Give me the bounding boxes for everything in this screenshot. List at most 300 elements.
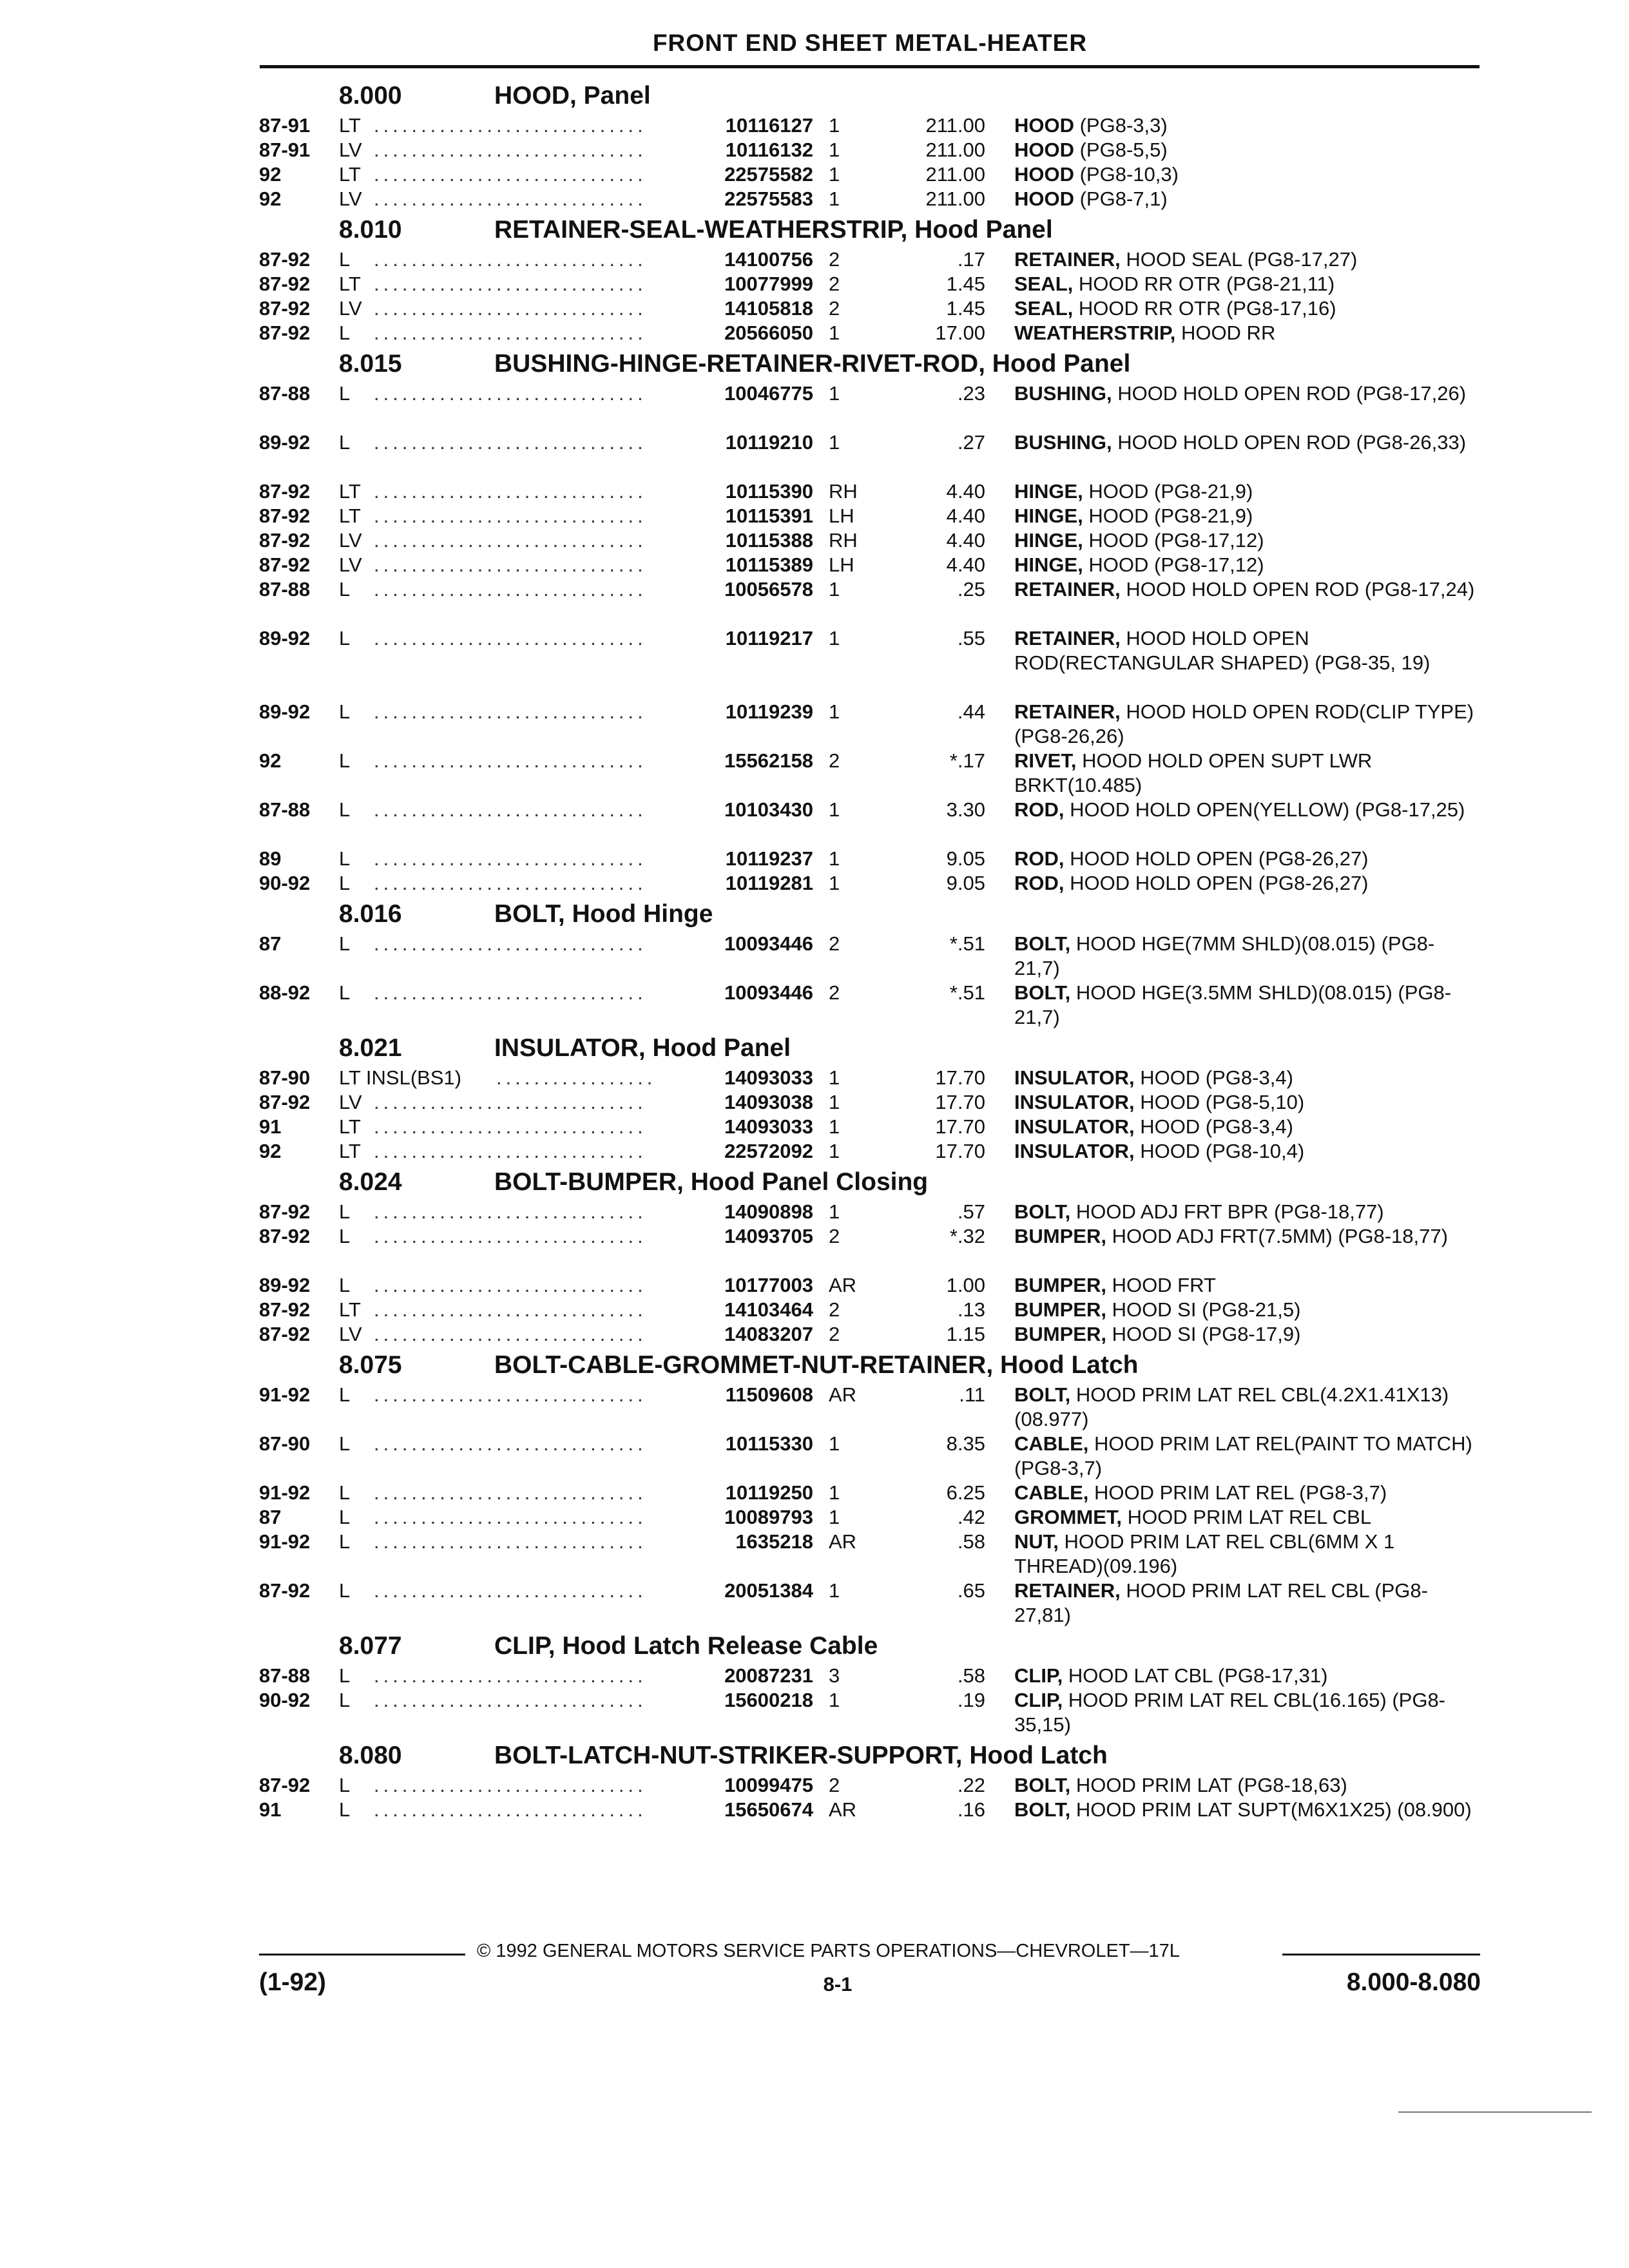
- part-description-detail: HOOD (PG8-5,10): [1134, 1091, 1305, 1113]
- quantity: 1: [829, 1506, 840, 1528]
- part-description-noun: INSULATOR,: [1014, 1091, 1135, 1113]
- price: 211.00: [925, 139, 985, 161]
- part-description: [1014, 798, 1478, 822]
- price: .22: [957, 1774, 985, 1796]
- model-code: L: [339, 1579, 351, 1602]
- price: .16: [957, 1798, 985, 1821]
- quantity: 2: [829, 749, 840, 772]
- part-description-detail: HOOD HOLD OPEN ROD(CLIP TYPE) (PG8-26,26): [1014, 700, 1474, 747]
- price: 17.70: [935, 1091, 985, 1113]
- part-description-detail: HOOD HGE(3.5MM SHLD)(08.015) (PG8-21,7): [1014, 981, 1452, 1028]
- part-description-detail: HOOD PRIM LAT SUPT(M6X1X25) (08.900): [1070, 1798, 1472, 1821]
- quantity: 2: [829, 981, 840, 1004]
- part-description-noun: BUMPER,: [1014, 1225, 1106, 1247]
- part-description-noun: BUSHING,: [1014, 431, 1112, 454]
- section-header: [259, 1164, 1480, 1200]
- section-number: 8.010: [339, 216, 402, 244]
- price: 211.00: [925, 114, 985, 137]
- quantity: AR: [829, 1798, 857, 1821]
- model-year: 91-92: [259, 1530, 311, 1553]
- part-description-detail: HOOD PRIM LAT REL CBL(4.2X1.41X13)(08.977): [1014, 1383, 1449, 1430]
- part-description-noun: CABLE,: [1014, 1481, 1089, 1504]
- part-row: [259, 479, 1480, 504]
- part-number: 1635218: [735, 1530, 813, 1553]
- quantity: 1: [829, 627, 840, 649]
- part-description-detail: HOOD HOLD OPEN (PG8-26,27): [1064, 847, 1369, 870]
- part-description: [1014, 577, 1478, 602]
- section-header: [259, 345, 1480, 381]
- model-code: L: [339, 627, 351, 649]
- part-number: 10119250: [725, 1481, 813, 1504]
- part-description-noun: BOLT,: [1014, 1774, 1071, 1796]
- leader-dots: .............................: [374, 1200, 647, 1223]
- part-description-noun: RETAINER,: [1014, 248, 1121, 271]
- part-description: [1014, 1530, 1478, 1579]
- part-row: [259, 1773, 1480, 1798]
- model-year: 87-90: [259, 1066, 311, 1089]
- part-row: [259, 1273, 1480, 1298]
- part-description: [1014, 1664, 1478, 1688]
- model-code: LT: [339, 505, 361, 527]
- part-description-noun: BOLT,: [1014, 981, 1071, 1004]
- parts-listing: [259, 77, 1480, 1847]
- model-code: L: [339, 847, 351, 870]
- quantity: 1: [829, 1091, 840, 1113]
- model-year: 89-92: [259, 1274, 311, 1296]
- part-description: [1014, 1066, 1478, 1090]
- model-year: 87-92: [259, 273, 311, 295]
- model-year: 92: [259, 187, 282, 210]
- section-number: 8.016: [339, 900, 402, 928]
- leader-dots: .............................: [374, 382, 647, 405]
- leader-dots: .............................: [374, 1481, 647, 1504]
- section-number: 8.024: [339, 1168, 402, 1196]
- part-row: [259, 1798, 1480, 1847]
- model-year: 90-92: [259, 872, 311, 894]
- part-number: 10116127: [725, 114, 813, 137]
- price: 1.45: [946, 297, 985, 320]
- quantity: AR: [829, 1383, 857, 1406]
- model-code: LT: [339, 1298, 361, 1321]
- price: 9.05: [946, 872, 985, 894]
- price: .44: [957, 700, 985, 723]
- model-year: 87: [259, 1506, 282, 1528]
- section-title: BOLT-BUMPER, Hood Panel Closing: [494, 1168, 929, 1196]
- part-number: 10115391: [725, 505, 813, 527]
- quantity: 2: [829, 1298, 840, 1321]
- scan-artifact: [1398, 2111, 1592, 2113]
- quantity: 1: [829, 798, 840, 821]
- part-number: 14105818: [724, 297, 813, 320]
- model-year: 87-92: [259, 1091, 311, 1113]
- section-title: INSULATOR, Hood Panel: [494, 1034, 791, 1062]
- section-title: CLIP, Hood Latch Release Cable: [494, 1632, 878, 1660]
- model-year: 87-92: [259, 505, 311, 527]
- part-description-detail: HOOD PRIM LAT REL(PAINT TO MATCH) (PG8-3,7): [1014, 1432, 1472, 1479]
- header-rule: [260, 65, 1480, 68]
- model-year: 87-88: [259, 1664, 311, 1687]
- part-row: [259, 1505, 1480, 1530]
- part-description-noun: RETAINER,: [1014, 1579, 1121, 1602]
- model-year: 87-92: [259, 1298, 311, 1321]
- part-number: 22575582: [724, 163, 813, 186]
- quantity: 1: [829, 187, 840, 210]
- section-title: BUSHING-HINGE-RETAINER-RIVET-ROD, Hood Panel: [494, 350, 1131, 378]
- quantity: 3: [829, 1664, 840, 1687]
- leader-dots: .............................: [374, 1506, 647, 1528]
- part-description-noun: HOOD: [1014, 114, 1074, 137]
- part-description-detail: HOOD PRIM LAT REL CBL(16.165) (PG8-35,15): [1014, 1689, 1446, 1736]
- part-description-detail: HOOD PRIM LAT REL CBL: [1122, 1506, 1372, 1528]
- leader-dots: .............................: [374, 553, 647, 576]
- part-description: [1014, 272, 1478, 296]
- section-header: [259, 211, 1480, 247]
- model-code: LT: [339, 114, 361, 137]
- model-code: L: [339, 1506, 351, 1528]
- part-description-detail: HOOD (PG8-3,4): [1134, 1115, 1293, 1138]
- footer-section-range: 8.000-8.080: [1346, 1968, 1481, 1996]
- model-code: LV: [339, 529, 362, 552]
- part-row: [259, 381, 1480, 430]
- price: 4.40: [946, 529, 985, 552]
- leader-dots: .............................: [374, 1323, 647, 1345]
- part-description-noun: INSULATOR,: [1014, 1115, 1135, 1138]
- model-year: 89-92: [259, 431, 311, 454]
- part-row: [259, 1139, 1480, 1164]
- part-row: [259, 932, 1480, 981]
- footer-rule-right: [1282, 1954, 1480, 1956]
- model-year: 91: [259, 1798, 282, 1821]
- quantity: 2: [829, 297, 840, 320]
- footer-copyright: © 1992 GENERAL MOTORS SERVICE PARTS OPERATIONS—CHEVROLET—17L: [477, 1941, 1180, 1961]
- part-description-noun: RETAINER,: [1014, 700, 1121, 723]
- quantity: 1: [829, 322, 840, 344]
- model-year: 91-92: [259, 1383, 311, 1406]
- price: 1.45: [946, 273, 985, 295]
- part-description: [1014, 932, 1478, 981]
- model-code: L: [339, 1432, 351, 1455]
- part-row: [259, 1530, 1480, 1579]
- leader-dots: .............................: [374, 480, 647, 503]
- price: .23: [957, 382, 985, 405]
- price: 6.25: [946, 1481, 985, 1504]
- model-year: 91-92: [259, 1481, 311, 1504]
- leader-dots: .............................: [374, 1298, 647, 1321]
- leader-dots: .............................: [374, 1115, 647, 1138]
- price: .25: [957, 578, 985, 601]
- leader-dots: .............................: [374, 1774, 647, 1796]
- part-number: 10177003: [724, 1274, 813, 1296]
- price: 4.40: [946, 553, 985, 576]
- part-description: [1014, 1773, 1478, 1798]
- part-row: [259, 113, 1480, 138]
- part-description: [1014, 162, 1478, 187]
- part-row: [259, 504, 1480, 528]
- part-description: [1014, 504, 1478, 528]
- section-header: [259, 1628, 1480, 1664]
- part-number: 20566050: [724, 322, 813, 344]
- leader-dots: .............................: [374, 322, 647, 344]
- model-code: L: [339, 872, 351, 894]
- part-description-detail: HOOD PRIM LAT REL (PG8-3,7): [1088, 1481, 1387, 1504]
- model-year: 89-92: [259, 627, 311, 649]
- price: 1.00: [946, 1274, 985, 1296]
- part-description-detail: HOOD HOLD OPEN ROD (PG8-26,33): [1112, 431, 1467, 454]
- part-description-detail: HOOD (PG8-21,9): [1083, 480, 1253, 503]
- model-year: 87-92: [259, 1200, 311, 1223]
- leader-dots: .............................: [374, 1432, 647, 1455]
- part-description: [1014, 626, 1478, 675]
- part-description-detail: HOOD (PG8-3,4): [1134, 1066, 1293, 1089]
- quantity: 2: [829, 273, 840, 295]
- part-description-detail: HOOD HOLD OPEN ROD (PG8-17,24): [1120, 578, 1475, 601]
- model-code: L: [339, 1530, 351, 1553]
- quantity: 1: [829, 114, 840, 137]
- part-description-noun: BOLT,: [1014, 1798, 1071, 1821]
- leader-dots: .................: [496, 1066, 657, 1089]
- model-year: 87-92: [259, 1323, 311, 1345]
- part-description-noun: NUT,: [1014, 1530, 1059, 1553]
- part-description: [1014, 1273, 1478, 1298]
- model-code: LT: [339, 480, 361, 503]
- model-code: L: [339, 1200, 351, 1223]
- price: 17.70: [935, 1140, 985, 1162]
- price: *.51: [949, 981, 985, 1004]
- leader-dots: .............................: [374, 297, 647, 320]
- model-code: L: [339, 1383, 351, 1406]
- leader-dots: .............................: [374, 139, 647, 161]
- part-description: [1014, 430, 1478, 455]
- price: .65: [957, 1579, 985, 1602]
- leader-dots: .............................: [374, 872, 647, 894]
- part-number: 20087231: [724, 1664, 813, 1687]
- part-description: [1014, 296, 1478, 321]
- model-code: L: [339, 798, 351, 821]
- price: .57: [957, 1200, 985, 1223]
- part-description-noun: HINGE,: [1014, 529, 1083, 552]
- part-number: 20051384: [724, 1579, 813, 1602]
- quantity: 1: [829, 1066, 840, 1089]
- model-year: 87-88: [259, 798, 311, 821]
- part-description-detail: (PG8-7,1): [1074, 187, 1168, 210]
- footer-rule-left: [259, 1954, 465, 1956]
- quantity: 1: [829, 431, 840, 454]
- section-header: [259, 896, 1480, 932]
- section-title: RETAINER-SEAL-WEATHERSTRIP, Hood Panel: [494, 216, 1053, 244]
- part-description-detail: HOOD SEAL (PG8-17,27): [1120, 248, 1358, 271]
- price: *.32: [949, 1225, 985, 1247]
- quantity: 1: [829, 578, 840, 601]
- part-number: 10046775: [724, 382, 813, 405]
- part-description-noun: RETAINER,: [1014, 627, 1121, 649]
- part-number: 10115389: [725, 553, 813, 576]
- part-description-detail: HOOD HOLD OPEN(YELLOW) (PG8-17,25): [1064, 798, 1465, 821]
- model-year: 87-92: [259, 322, 311, 344]
- leader-dots: .............................: [374, 431, 647, 454]
- section-number: 8.080: [339, 1742, 402, 1769]
- price: .58: [957, 1664, 985, 1687]
- model-code: LV: [339, 187, 362, 210]
- model-year: 92: [259, 749, 282, 772]
- part-row: [259, 1432, 1480, 1481]
- model-code: L: [339, 578, 351, 601]
- part-number: 10099475: [724, 1774, 813, 1796]
- part-number: 15562158: [724, 749, 813, 772]
- quantity: LH: [829, 553, 854, 576]
- part-description-detail: HOOD HOLD OPEN SUPT LWR BRKT(10.485): [1014, 749, 1373, 796]
- part-number: 15650674: [724, 1798, 813, 1821]
- leader-dots: .............................: [374, 1689, 647, 1711]
- part-description: [1014, 1224, 1478, 1249]
- model-code: LT: [339, 1140, 361, 1162]
- price: .27: [957, 431, 985, 454]
- part-number: 10119210: [725, 431, 813, 454]
- model-code: LV: [339, 1091, 362, 1113]
- model-code: LT: [339, 1115, 361, 1138]
- price: 9.05: [946, 847, 985, 870]
- part-row: [259, 871, 1480, 896]
- part-description-noun: BUMPER,: [1014, 1323, 1106, 1345]
- quantity: RH: [829, 480, 858, 503]
- part-description-detail: HOOD PRIM LAT REL CBL (PG8-27,81): [1014, 1579, 1428, 1626]
- part-description-noun: INSULATOR,: [1014, 1140, 1135, 1162]
- part-description: [1014, 1505, 1478, 1530]
- model-code: LV: [339, 1323, 362, 1345]
- leader-dots: .............................: [374, 248, 647, 271]
- leader-dots: .............................: [374, 163, 647, 186]
- model-code: L: [339, 1774, 351, 1796]
- price: .19: [957, 1689, 985, 1711]
- part-description: [1014, 749, 1478, 798]
- quantity: 2: [829, 1774, 840, 1796]
- part-row: [259, 1579, 1480, 1628]
- model-year: 87-92: [259, 1579, 311, 1602]
- part-row: [259, 981, 1480, 1030]
- quantity: 1: [829, 872, 840, 894]
- part-description-noun: RETAINER,: [1014, 578, 1121, 601]
- model-code: L: [339, 248, 351, 271]
- footer-page-number: 8-1: [823, 1973, 853, 1995]
- part-number: 10115330: [725, 1432, 813, 1455]
- quantity: AR: [829, 1274, 857, 1296]
- part-number: 11509608: [725, 1383, 813, 1406]
- price: .13: [957, 1298, 985, 1321]
- model-year: 88-92: [259, 981, 311, 1004]
- part-row: [259, 1200, 1480, 1224]
- price: .17: [957, 248, 985, 271]
- quantity: 1: [829, 382, 840, 405]
- model-year: 87-92: [259, 529, 311, 552]
- quantity: 1: [829, 1432, 840, 1455]
- price: 4.40: [946, 505, 985, 527]
- model-year: 87-91: [259, 114, 311, 137]
- part-description: [1014, 321, 1478, 345]
- price: 3.30: [946, 798, 985, 821]
- section-number: 8.000: [339, 82, 402, 110]
- leader-dots: .............................: [374, 981, 647, 1004]
- model-code: L: [339, 749, 351, 772]
- model-year: 87-88: [259, 578, 311, 601]
- quantity: 1: [829, 1115, 840, 1138]
- model-year: 87-92: [259, 248, 311, 271]
- part-number: 22575583: [724, 187, 813, 210]
- part-number: 10103430: [724, 798, 813, 821]
- page-title: FRONT END SHEET METAL-HEATER: [652, 30, 1088, 56]
- part-description: [1014, 1579, 1478, 1628]
- part-description: [1014, 479, 1478, 504]
- model-year: 87-92: [259, 1225, 311, 1247]
- model-year: 87-92: [259, 480, 311, 503]
- part-description-detail: HOOD (PG8-17,12): [1083, 529, 1264, 552]
- quantity: 1: [829, 163, 840, 186]
- model-code: L: [339, 382, 351, 405]
- part-number: 10093446: [724, 981, 813, 1004]
- part-description: [1014, 1432, 1478, 1481]
- model-code: L: [339, 1798, 351, 1821]
- part-description-noun: WEATHERSTRIP,: [1014, 322, 1176, 344]
- quantity: 1: [829, 1481, 840, 1504]
- part-description: [1014, 553, 1478, 577]
- model-year: 87-92: [259, 297, 311, 320]
- price: 17.00: [935, 322, 985, 344]
- part-row: [259, 1298, 1480, 1322]
- part-row: [259, 187, 1480, 211]
- model-year: 87: [259, 932, 282, 955]
- part-row: [259, 1066, 1480, 1090]
- part-description-noun: CLIP,: [1014, 1689, 1063, 1711]
- part-description-detail: HOOD ADJ FRT(7.5MM) (PG8-18,77): [1106, 1225, 1448, 1247]
- part-number: 14093033: [724, 1066, 813, 1089]
- model-year: 87-92: [259, 1774, 311, 1796]
- section-title: HOOD, Panel: [494, 82, 651, 110]
- part-description-detail: HOOD PRIM LAT (PG8-18,63): [1070, 1774, 1347, 1796]
- part-number: 14090898: [724, 1200, 813, 1223]
- part-row: [259, 1224, 1480, 1273]
- part-description: [1014, 187, 1478, 211]
- price: 8.35: [946, 1432, 985, 1455]
- leader-dots: .............................: [374, 114, 647, 137]
- part-row: [259, 749, 1480, 798]
- section-number: 8.077: [339, 1632, 402, 1660]
- part-row: [259, 272, 1480, 296]
- part-number: 22572092: [724, 1140, 813, 1162]
- model-code: L: [339, 1274, 351, 1296]
- part-row: [259, 798, 1480, 847]
- part-description-detail: HOOD ADJ FRT BPR (PG8-18,77): [1070, 1200, 1384, 1223]
- part-description: [1014, 1688, 1478, 1737]
- model-year: 92: [259, 163, 282, 186]
- part-description-noun: HINGE,: [1014, 480, 1083, 503]
- part-number: 10077999: [724, 273, 813, 295]
- leader-dots: .............................: [374, 1274, 647, 1296]
- quantity: 1: [829, 700, 840, 723]
- price: 17.70: [935, 1115, 985, 1138]
- part-description-detail: HOOD (PG8-21,9): [1083, 505, 1253, 527]
- part-description-noun: BOLT,: [1014, 1200, 1071, 1223]
- part-number: 14083207: [724, 1323, 813, 1345]
- part-description: [1014, 528, 1478, 553]
- part-row: [259, 296, 1480, 321]
- leader-dots: .............................: [374, 627, 647, 649]
- price: 211.00: [925, 187, 985, 210]
- leader-dots: .............................: [374, 187, 647, 210]
- quantity: 2: [829, 932, 840, 955]
- price: 4.40: [946, 480, 985, 503]
- section-title: BOLT-CABLE-GROMMET-NUT-RETAINER, Hood Latch: [494, 1351, 1139, 1379]
- model-year: 91: [259, 1115, 282, 1138]
- leader-dots: .............................: [374, 529, 647, 552]
- quantity: LH: [829, 505, 854, 527]
